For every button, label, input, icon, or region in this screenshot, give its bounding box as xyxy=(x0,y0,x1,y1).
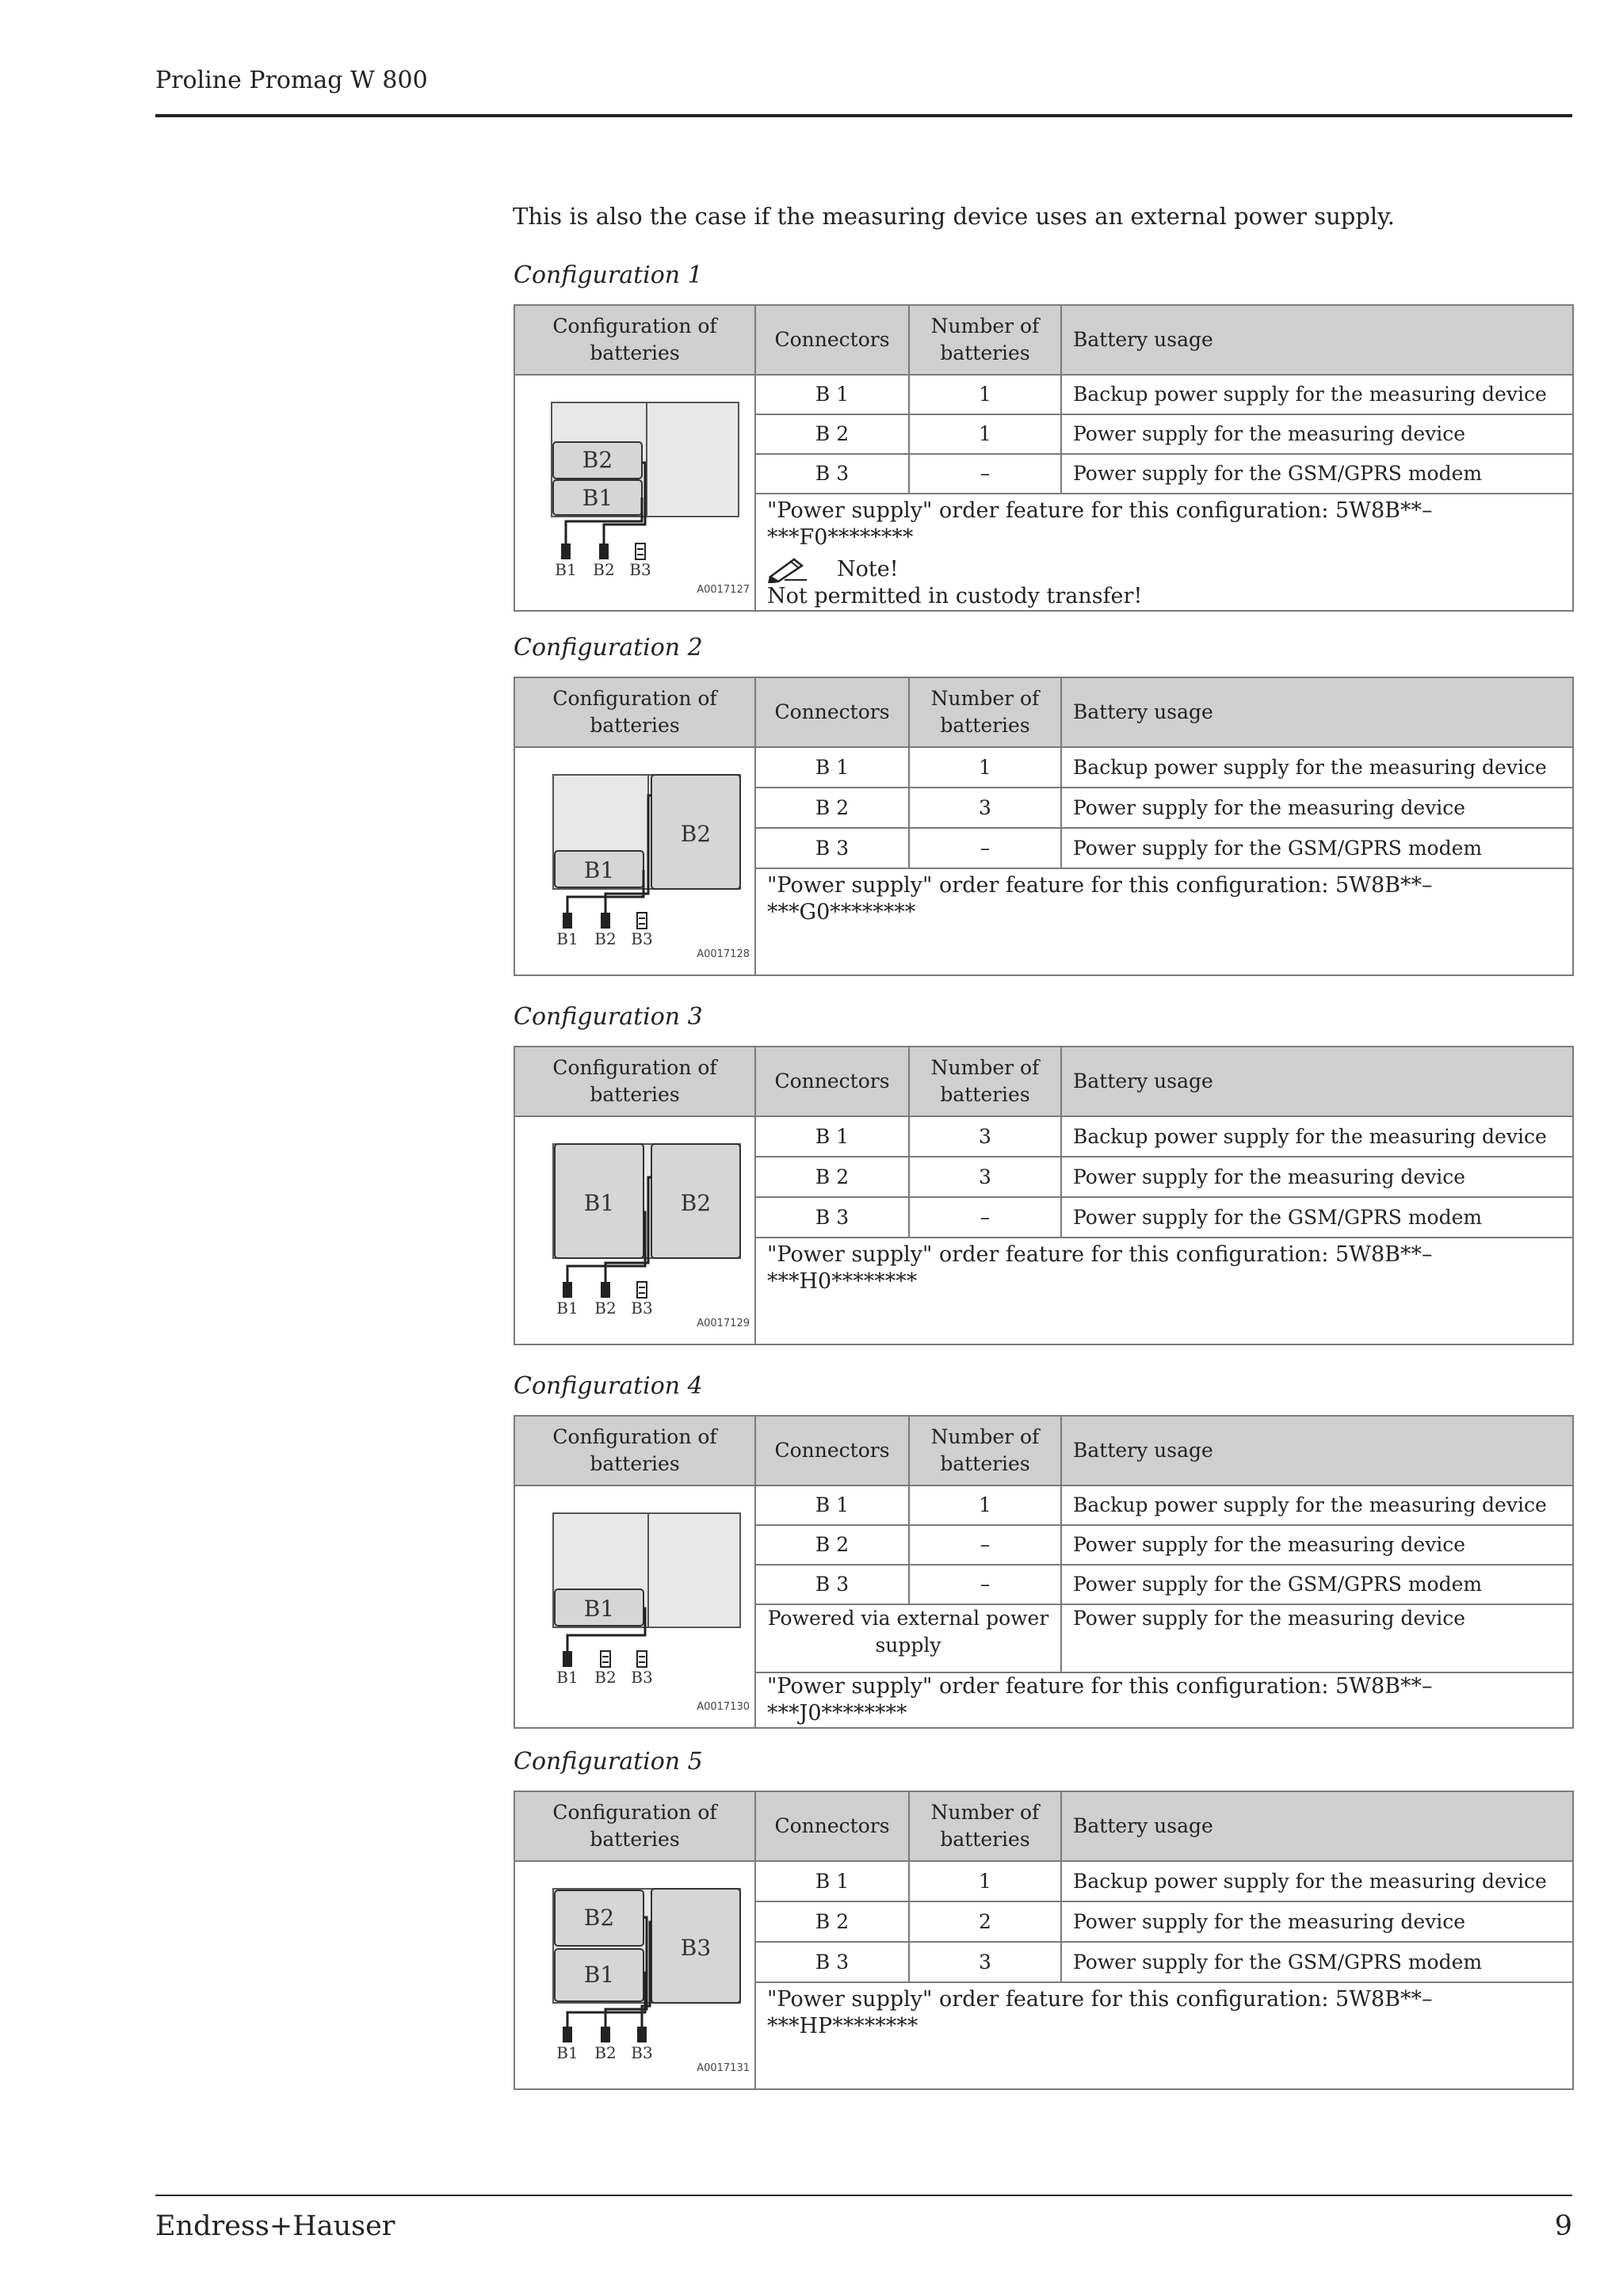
connector-label-b2: B2 xyxy=(594,1299,617,1318)
connector-label-b3: B3 xyxy=(631,1299,653,1318)
battery-usage-cell: Power supply for the measuring device xyxy=(1061,1901,1573,1942)
battery-usage-cell: Backup power supply for the measuring device xyxy=(1061,375,1573,414)
note-label: Note! xyxy=(837,557,899,582)
header-number-of-batteries: Number of batteries xyxy=(909,1416,1061,1486)
intro-paragraph: This is also the case if the measuring device uses an external power supply. xyxy=(513,203,1395,230)
battery-usage-cell: Power supply for the measuring device xyxy=(1061,788,1573,828)
battery-count-cell: – xyxy=(909,1565,1061,1604)
battery-label-b1: B1 xyxy=(583,857,615,883)
connector-cell: B 2 xyxy=(755,414,909,454)
header-configuration: Configuration of batteries xyxy=(514,1416,755,1486)
note-line xyxy=(767,556,1561,583)
order-feature-text: "Power supply" order feature for this configuration: 5W8B**–***H0******** xyxy=(767,1242,1433,1295)
connector-label-b3: B3 xyxy=(631,2043,653,2062)
configuration-4-section xyxy=(514,1372,1572,1729)
configuration-table xyxy=(514,1791,1574,2090)
battery-configuration-diagram xyxy=(526,1486,764,1713)
footer-brand: Endress+Hauser xyxy=(155,2210,395,2242)
configuration-title: Configuration 1 xyxy=(514,261,703,289)
table-header-row xyxy=(514,1791,1573,1861)
configuration-table xyxy=(514,304,1574,612)
battery-count-cell: 1 xyxy=(909,747,1061,788)
battery-count-cell: 3 xyxy=(909,1942,1061,1982)
connector-cell: B 3 xyxy=(755,828,909,868)
order-feature-cell xyxy=(755,1982,1573,2089)
external-supply-cell: Powered via external power supply xyxy=(755,1604,1061,1672)
battery-count-cell: – xyxy=(909,828,1061,868)
battery-label-b1: B1 xyxy=(583,1962,615,1988)
battery-figure-cell xyxy=(514,1861,755,2089)
battery-usage-cell: Backup power supply for the measuring device xyxy=(1061,747,1573,788)
battery-label-b2: B2 xyxy=(680,1190,712,1216)
configuration-title: Configuration 3 xyxy=(514,1003,703,1031)
battery-figure-cell xyxy=(514,747,755,975)
configuration-table xyxy=(514,677,1574,976)
battery-configuration-diagram xyxy=(526,376,764,605)
battery-usage-cell: Power supply for the measuring device xyxy=(1061,1604,1573,1672)
battery-figure-cell xyxy=(514,1486,755,1728)
connector-cell: B 2 xyxy=(755,788,909,828)
battery-count-cell: 3 xyxy=(909,788,1061,828)
figure-id: A0017129 xyxy=(697,1318,750,1329)
battery-usage-cell: Power supply for the GSM/GPRS modem xyxy=(1061,828,1573,868)
battery-label-b2: B2 xyxy=(680,821,712,847)
configuration-table xyxy=(514,1046,1574,1345)
header-battery-usage: Battery usage xyxy=(1061,677,1573,747)
header-battery-usage: Battery usage xyxy=(1061,1047,1573,1116)
battery-label-b1: B1 xyxy=(582,485,613,511)
configuration-2-section xyxy=(514,634,1572,976)
battery-usage-cell: Backup power supply for the measuring device xyxy=(1061,1486,1573,1525)
battery-usage-cell: Power supply for the GSM/GPRS modem xyxy=(1061,1942,1573,1982)
connector-label-b1: B1 xyxy=(555,560,577,579)
order-feature-text: "Power supply" order feature for this configuration: 5W8B**–***G0******** xyxy=(767,873,1433,925)
header-battery-usage: Battery usage xyxy=(1061,1791,1573,1861)
page-header-title: Proline Promag W 800 xyxy=(155,67,428,94)
battery-count-cell: 3 xyxy=(909,1116,1061,1157)
header-connectors: Connectors xyxy=(755,1047,909,1116)
connector-label-b3: B3 xyxy=(629,560,651,579)
figure-id: A0017130 xyxy=(697,1701,750,1713)
battery-count-cell: 1 xyxy=(909,375,1061,414)
header-number-of-batteries: Number of batteries xyxy=(909,1047,1061,1116)
connector-cell: B 2 xyxy=(755,1901,909,1942)
battery-count-cell: 1 xyxy=(909,1486,1061,1525)
figure-id: A0017127 xyxy=(697,584,750,596)
note-text: Not permitted in custody transfer! xyxy=(767,584,1143,608)
table-header-row xyxy=(514,677,1573,747)
footer-rule xyxy=(155,2195,1572,2196)
connector-cell: B 3 xyxy=(755,454,909,494)
order-feature-cell xyxy=(755,868,1573,975)
table-header-row xyxy=(514,305,1573,375)
figure-id: A0017131 xyxy=(697,2062,750,2074)
connector-label-b2: B2 xyxy=(594,1668,617,1687)
battery-usage-cell: Power supply for the measuring device xyxy=(1061,1157,1573,1197)
header-connectors: Connectors xyxy=(755,1416,909,1486)
configuration-title: Configuration 4 xyxy=(514,1372,703,1400)
battery-label-b3: B3 xyxy=(680,1935,712,1961)
connector-cell: B 1 xyxy=(755,1116,909,1157)
battery-count-cell: 2 xyxy=(909,1901,1061,1942)
connector-label-b2: B2 xyxy=(594,2043,617,2062)
header-number-of-batteries: Number of batteries xyxy=(909,1791,1061,1861)
connector-cell: B 2 xyxy=(755,1525,909,1565)
battery-usage-cell: Power supply for the measuring device xyxy=(1061,1525,1573,1565)
battery-usage-cell: Power supply for the GSM/GPRS modem xyxy=(1061,1197,1573,1238)
battery-label-b1: B1 xyxy=(583,1596,615,1622)
battery-usage-cell: Power supply for the GSM/GPRS modem xyxy=(1061,1565,1573,1604)
battery-count-cell: – xyxy=(909,454,1061,494)
header-connectors: Connectors xyxy=(755,305,909,375)
header-configuration: Configuration of batteries xyxy=(514,305,755,375)
table-row xyxy=(514,1861,1573,1901)
page-number: 9 xyxy=(1554,2210,1572,2242)
order-feature-cell xyxy=(755,494,1573,611)
connector-cell: B 2 xyxy=(755,1157,909,1197)
connector-label-b1: B1 xyxy=(556,1668,579,1687)
battery-label-b2: B2 xyxy=(583,1905,615,1931)
table-header-row xyxy=(514,1047,1573,1116)
table-row xyxy=(514,375,1573,414)
configuration-5-section xyxy=(514,1748,1572,2090)
header-number-of-batteries: Number of batteries xyxy=(909,677,1061,747)
connector-label-b2: B2 xyxy=(594,929,617,948)
connector-label-b1: B1 xyxy=(556,2043,579,2062)
header-battery-usage: Battery usage xyxy=(1061,305,1573,375)
header-configuration: Configuration of batteries xyxy=(514,677,755,747)
order-feature-cell: "Power supply" order feature for this configuration: 5W8B**–***J0******** xyxy=(755,1672,1573,1728)
figure-id: A0017128 xyxy=(697,948,750,960)
connector-label-b1: B1 xyxy=(556,929,579,948)
connector-label-b1: B1 xyxy=(556,1299,579,1318)
battery-label-b1: B1 xyxy=(583,1190,615,1216)
connector-cell: B 1 xyxy=(755,1861,909,1901)
order-feature-text: "Power supply" order feature for this configuration: 5W8B**–***F0******** xyxy=(767,498,1433,550)
table-header-row xyxy=(514,1416,1573,1486)
connector-cell: B 3 xyxy=(755,1942,909,1982)
configuration-title: Configuration 5 xyxy=(514,1748,703,1775)
battery-usage-cell: Backup power supply for the measuring device xyxy=(1061,1861,1573,1901)
configuration-1-section xyxy=(514,261,1572,612)
battery-figure-cell xyxy=(514,1116,755,1344)
battery-count-cell: 3 xyxy=(909,1157,1061,1197)
configuration-table xyxy=(514,1415,1574,1729)
header-configuration: Configuration of batteries xyxy=(514,1047,755,1116)
battery-usage-cell: Power supply for the GSM/GPRS modem xyxy=(1061,454,1573,494)
battery-usage-cell: Power supply for the measuring device xyxy=(1061,414,1573,454)
table-row xyxy=(514,1486,1573,1525)
connector-cell: B 1 xyxy=(755,1486,909,1525)
header-connectors: Connectors xyxy=(755,677,909,747)
table-row xyxy=(514,1116,1573,1157)
header-connectors: Connectors xyxy=(755,1791,909,1861)
battery-label-b2: B2 xyxy=(582,447,613,473)
connector-cell: B 3 xyxy=(755,1565,909,1604)
connector-label-b3: B3 xyxy=(631,929,653,948)
connector-cell: B 3 xyxy=(755,1197,909,1238)
connector-cell: B 1 xyxy=(755,375,909,414)
configuration-title: Configuration 2 xyxy=(514,634,703,662)
battery-count-cell: – xyxy=(909,1525,1061,1565)
battery-count-cell: – xyxy=(909,1197,1061,1238)
header-number-of-batteries: Number of batteries xyxy=(909,305,1061,375)
connector-label-b3: B3 xyxy=(631,1668,653,1687)
header-battery-usage: Battery usage xyxy=(1061,1416,1573,1486)
table-row xyxy=(514,747,1573,788)
connector-label-b2: B2 xyxy=(593,560,615,579)
order-feature-text: "Power supply" order feature for this configuration: 5W8B**–***HP******** xyxy=(767,1987,1433,2039)
order-feature-cell xyxy=(755,1238,1573,1344)
pencil-note-icon xyxy=(767,556,808,583)
battery-usage-cell: Backup power supply for the measuring device xyxy=(1061,1116,1573,1157)
configuration-3-section xyxy=(514,1003,1572,1345)
battery-count-cell: 1 xyxy=(909,1861,1061,1901)
header-configuration: Configuration of batteries xyxy=(514,1791,755,1861)
battery-figure-cell xyxy=(514,375,755,611)
header-rule xyxy=(155,114,1572,117)
battery-count-cell: 1 xyxy=(909,414,1061,454)
connector-cell: B 1 xyxy=(755,747,909,788)
